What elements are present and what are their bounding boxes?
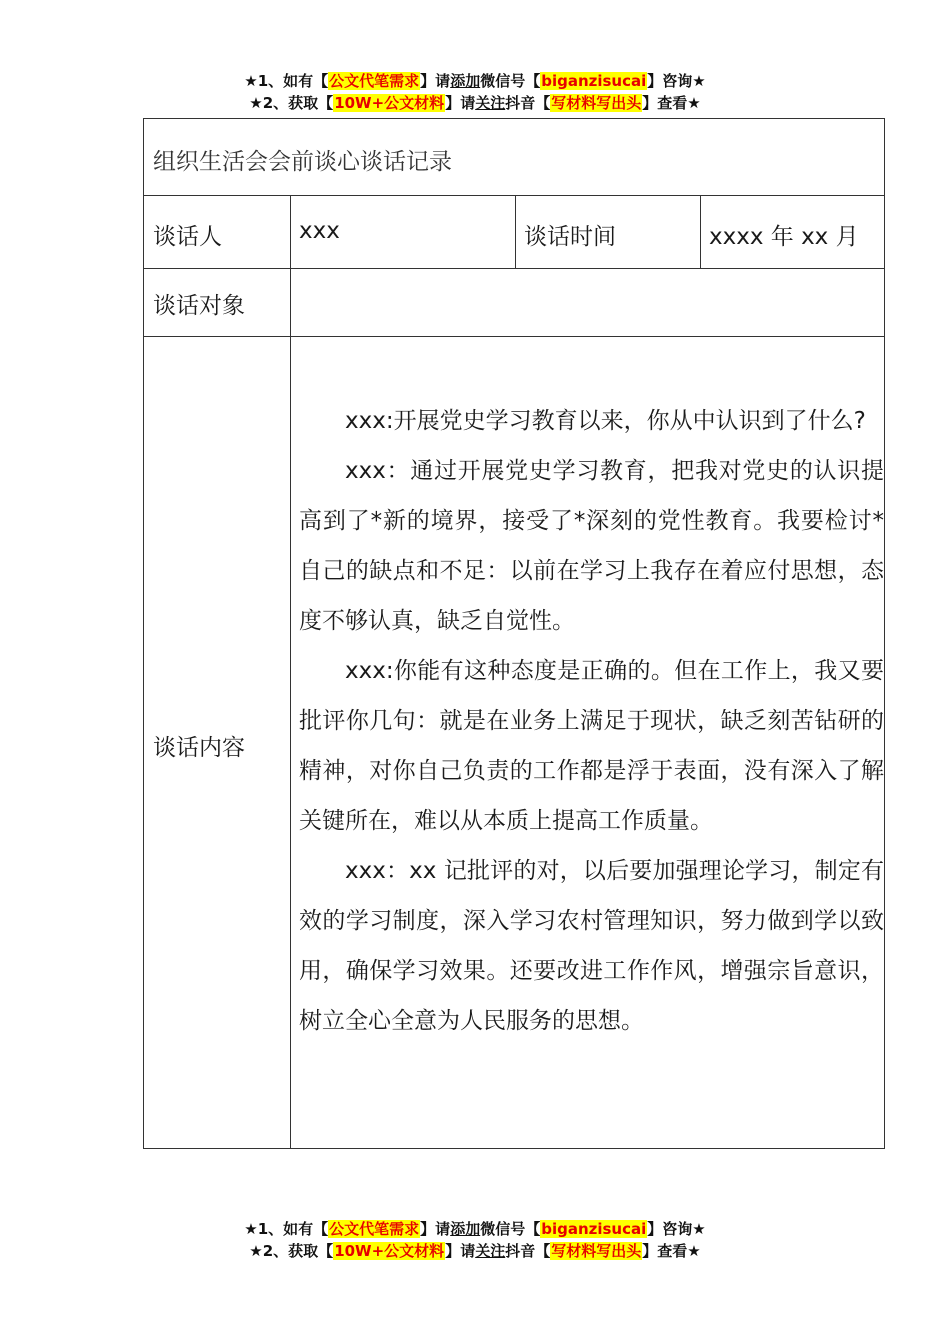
target-label: 谈话对象 xyxy=(153,293,245,319)
paragraph-2: xxx：通过开展党史学习教育，把我对党史的认识提高到了*新的境界，接受了*深刻的党性教育。我要检讨*自己的缺点和不足：以前在学习上我存在着应付思想，态度不够认真，缺乏自觉性。 xyxy=(299,458,884,634)
banner-line-1: ★1、如有【公文代笔需求】请添加微信号【biganzisucai】咨询★ xyxy=(244,72,706,90)
target-label-cell xyxy=(144,269,290,336)
record-title: 组织生活会会前谈心谈话记录 xyxy=(153,149,452,175)
time-label-cell xyxy=(515,196,700,268)
highlight-materials: 10W+公文材料 xyxy=(334,94,445,112)
highlight-douyin-account: 写材料写出头 xyxy=(551,1242,642,1260)
bottom-banner-line-1: ★1、如有【公文代笔需求】请添加微信号【biganzisucai】咨询★ xyxy=(244,1220,706,1238)
top-banner xyxy=(0,70,950,114)
speaker-label-cell xyxy=(144,196,290,268)
conversation-content xyxy=(299,396,884,1046)
target-row xyxy=(144,269,884,337)
time-value-cell xyxy=(700,196,884,268)
highlight-wechat-id: biganzisucai xyxy=(541,1220,647,1238)
banner-line-2: ★2、获取【10W+公文材料】请关注抖音【写材料写出头】查看★ xyxy=(249,94,701,112)
talk-record-table xyxy=(143,118,885,1149)
highlight-materials: 10W+公文材料 xyxy=(334,1242,445,1260)
highlight-wechat-id: biganzisucai xyxy=(541,72,647,90)
title-row xyxy=(144,119,884,196)
target-value-cell xyxy=(290,269,884,336)
paragraph-3: xxx:你能有这种态度是正确的。但在工作上，我又要批评你几句：就是在业务上满足于现状，缺乏刻苦钻研的精神，对你自己负责的工作都是浮于表面，没有深入了解关键所在，难以从本质上提高工作质量。 xyxy=(299,658,884,834)
speaker-value: xxx xyxy=(299,218,340,244)
highlight-service: 公文代笔需求 xyxy=(329,72,420,90)
speaker-label: 谈话人 xyxy=(153,224,222,250)
time-label: 谈话时间 xyxy=(524,224,616,250)
paragraph-1: xxx:开展党史学习教育以来，你从中认识到了什么? xyxy=(345,408,866,434)
highlight-service: 公文代笔需求 xyxy=(329,1220,420,1238)
speaker-row xyxy=(144,196,884,269)
time-value: xxxx 年 xx 月 xyxy=(709,224,859,250)
content-label-cell xyxy=(144,337,290,1148)
bottom-banner-line-2: ★2、获取【10W+公文材料】请关注抖音【写材料写出头】查看★ xyxy=(249,1242,701,1260)
bottom-banner xyxy=(0,1218,950,1262)
paragraph-4: xxx：xx 记批评的对，以后要加强理论学习，制定有效的学习制度，深入学习农村管理知识，努力做到学以致用，确保学习效果。还要改进工作作风，增强宗旨意识，树立全心全意为人民服务的思想。 xyxy=(299,858,884,1034)
speaker-value-cell xyxy=(290,196,515,268)
content-label: 谈话内容 xyxy=(153,735,245,761)
highlight-douyin-account: 写材料写出头 xyxy=(551,94,642,112)
